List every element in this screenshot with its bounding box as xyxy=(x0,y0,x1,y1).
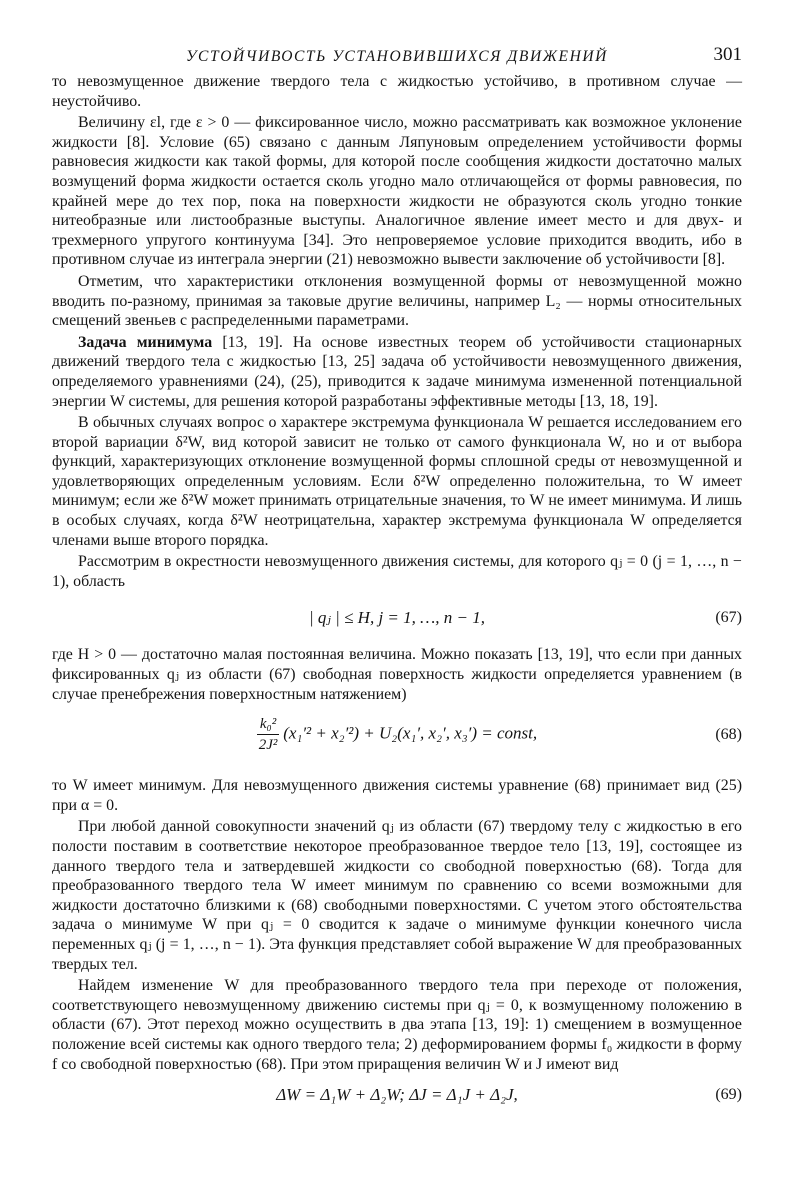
equation-68-rest: (x₁′² + x₂′²) + U₂(x₁′, x₂′, x₃′) = const, xyxy=(283,723,538,743)
running-header xyxy=(52,38,742,72)
paragraph-10: Найдем изменение W для преобразованного твердого тела при переходе от положения, соответствующего невозмущенному движению системы при qⱼ = 0, к возмущенному положению в области (67). Этот переход можно осуществить в два этапа [13, 19]: 1) смещением в возмущенное положение всей системы как одного твердого тела; 2) деформированием формы f₀ жидкости в форму f со свободной поверхностью (68). При этом приращения величин W и J имеют вид xyxy=(52,977,742,1073)
running-title: УСТОЙЧИВОСТЬ УСТАНОВИВШИХСЯ ДВИЖЕНИЙ xyxy=(186,48,608,65)
paragraph-8: то W имеет минимум. Для невозмущенного движения системы уравнение (68) принимает вид (25) при α = 0. xyxy=(52,777,742,814)
equation-68 xyxy=(52,704,742,776)
equation-67-number: (67) xyxy=(715,609,742,627)
equation-69-body: ΔW = Δ₁W + Δ₂W; ΔJ = Δ₁J + Δ₂J, xyxy=(276,1085,518,1105)
paragraph-9: При любой данной совокупности значений qⱼ из области (67) твердому телу с жидкостью в его полости поставим в соответствие некоторое преобразованное твердое тело [13, 19], состоящее из данного твердого тела и затвердевшей жидкости со свободной поверхностью (68). Тогда для преобразованного твердого тела W имеет минимум по сравнению со всеми возможными для жидкости достаточно близкими к (68) свободными поверхностями. С учетом этого обстоятельства задача о минимуме W при qⱼ = 0 сводится к задаче о минимуме функции конечного числа переменных qⱼ (j = 1, …, n − 1). Эта функция представляет собой выражение W для преобразованных твердых тел. xyxy=(52,818,742,973)
equation-68-numerator: k₀² xyxy=(257,714,279,735)
page-number: 301 xyxy=(713,44,742,65)
paragraph-6: Рассмотрим в окрестности невозмущенного движения системы, для которого qⱼ = 0 (j = 1, …, n − 1), область xyxy=(52,553,742,590)
equation-67-body: | qⱼ | ≤ H, j = 1, …, n − 1, xyxy=(309,608,485,628)
paragraph-3: Отметим, что характеристики отклонения возмущенной формы от невозмущенной можно вводить по-разному, принимая за таковые другие величины, например L₂ — нормы относительных смещений звеньев с распределенными параметрами. xyxy=(52,272,742,330)
equation-69-number: (69) xyxy=(715,1086,742,1104)
paragraph-1: то невозмущенное движение твердого тела с жидкостью устойчиво, в противном случае — неустойчиво. xyxy=(52,73,742,110)
paragraph-5: В обычных случаях вопрос о характере экстремума функционала W решается исследованием его второй вариации δ²W, вид которой зависит не только от самого функционала W, но и от выбора функций, характеризующих отклонение возмущенной формы сплошной среды от невозмущенной и удовлетворяющих определенным условиям. Если δ²W определенно положительна, то W имеет минимум; если же δ²W может принимать отрицательные значения, то W не имеет минимума. И лишь в особых случаях, когда δ²W неотрицательна, характер экстремума функционала W определяется членами выше второго порядка. xyxy=(52,414,742,549)
equation-69 xyxy=(52,1074,742,1114)
paragraph-4-text: [13, 19]. На основе известных теорем об устойчивости стационарных движений твердого тела с жидкостью [13, 25] задача об устойчивости невозмущенного движения, определяемого уравнениями (24), (25), приводится к задаче минимума измененной потенциальной энергии W системы, для решения которой разработаны эффективные методы [13, 18, 19]. xyxy=(52,333,743,410)
paragraph-7: где H > 0 — достаточно малая постоянная величина. Можно показать [13, 19], что если при данных фиксированных qⱼ из области (67) свободная поверхность жидкости определяется уравнением (в случае пренебрежения поверхностным натяжением) xyxy=(52,646,742,703)
page xyxy=(52,38,742,1114)
paragraph-4 xyxy=(52,333,742,411)
equation-68-body xyxy=(52,714,742,755)
equation-68-denominator: 2J² xyxy=(258,737,278,754)
paragraph-2: Величину εl, где ε > 0 — фиксированное число, можно рассматривать как возможное уклонение жидкости [8]. Условие (65) связано с данным Ляпуновым определением устойчивости формы равновесия жидкости как такой формы, для которой после сообщения жидкости достаточно малых возмущений форма жидкости остается сколь угодно мало отличающейся от формы равновесия, по крайней мере до тех пор, пока на поверхности жидкости не образуются сколь угодно тонкие нитеобразные или листообразные выступы. Аналогичное явление имеет место и для двух- и трехмерного упругого континуума [34]. Это непроверяемое условие приходится вводить, ибо в противном случае из интеграла энергии (21) невозможно вывести заключение об устойчивости [8]. xyxy=(52,114,742,269)
equation-67 xyxy=(52,591,742,645)
paragraph-4-lead: Задача минимума xyxy=(78,333,213,351)
equation-68-fraction xyxy=(257,714,279,755)
equation-68-number: (68) xyxy=(715,726,742,744)
